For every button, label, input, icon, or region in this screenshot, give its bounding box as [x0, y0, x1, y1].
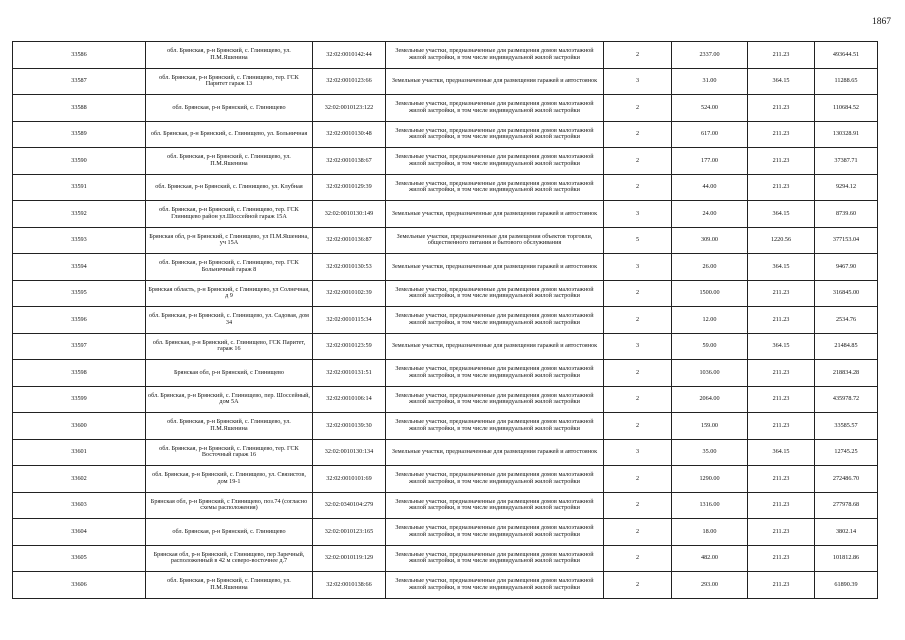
table-row: [13, 174, 878, 201]
cadastral-value-cell: 11288.65: [815, 68, 878, 95]
cadastral-number-cell: 32:02:0010130:149: [313, 201, 386, 228]
group-cell: 2: [604, 572, 672, 599]
cadastral-value-cell: 8739.60: [815, 201, 878, 228]
specific-value-cell: 211.23: [748, 148, 815, 175]
specific-value-cell: 211.23: [748, 519, 815, 546]
cadastral-value-cell: 61890.39: [815, 572, 878, 599]
specific-value-cell: 1220.56: [748, 227, 815, 254]
address-cell: обл. Брянская, р-н Брянский, с. Глинищево, ул. П.М.Яшенина: [146, 42, 313, 69]
cadastral-number-cell: 32:02:0010139:30: [313, 413, 386, 440]
address-cell: обл. Брянская, р-н Брянский, с. Глинищево, ул. Связистов, дом 19-1: [146, 466, 313, 493]
cadastral-number-cell: 32:02:0010123:165: [313, 519, 386, 546]
address-cell: обл. Брянская, р-н Брянский, с. Глинищево, ул. Клубная: [146, 174, 313, 201]
table-row: [13, 121, 878, 148]
record-number-cell: 33595: [13, 280, 146, 307]
specific-value-cell: 211.23: [748, 280, 815, 307]
table-row: [13, 492, 878, 519]
record-number-cell: 33604: [13, 519, 146, 546]
group-cell: 3: [604, 68, 672, 95]
land-use-cell: Земельные участки, предназначенные для размещения гаражей и автостоянок: [386, 439, 604, 466]
cadastral-number-cell: 32:02:0010119:129: [313, 545, 386, 572]
area-cell: 293.00: [672, 572, 748, 599]
specific-value-cell: 211.23: [748, 42, 815, 69]
specific-value-cell: 211.23: [748, 307, 815, 334]
land-use-cell: Земельные участки, предназначенные для размещения домов малоэтажной жилой застройки, в том числе индивидуальной жилой застройки: [386, 492, 604, 519]
address-cell: Брянская область, р-н Брянский, с Глинищево, ул Солнечная, д 9: [146, 280, 313, 307]
cadastral-value-cell: 218834.28: [815, 360, 878, 387]
record-number-cell: 33597: [13, 333, 146, 360]
record-number-cell: 33593: [13, 227, 146, 254]
land-use-cell: Земельные участки, предназначенные для размещения домов малоэтажной жилой застройки, в том числе индивидуальной жилой застройки: [386, 519, 604, 546]
cadastral-number-cell: 32:02:0340104:279: [313, 492, 386, 519]
cadastral-value-cell: 33585.57: [815, 413, 878, 440]
specific-value-cell: 211.23: [748, 121, 815, 148]
land-use-cell: Земельные участки, предназначенные для размещения гаражей и автостоянок: [386, 254, 604, 281]
land-use-cell: Земельные участки, предназначенные для размещения домов малоэтажной жилой застройки, в том числе индивидуальной жилой застройки: [386, 360, 604, 387]
table-row: [13, 466, 878, 493]
area-cell: 617.00: [672, 121, 748, 148]
area-cell: 1290.00: [672, 466, 748, 493]
table-row: [13, 42, 878, 69]
cadastral-value-cell: 272486.70: [815, 466, 878, 493]
group-cell: 2: [604, 307, 672, 334]
group-cell: 5: [604, 227, 672, 254]
cadastral-value-cell: 277978.68: [815, 492, 878, 519]
group-cell: 2: [604, 360, 672, 387]
area-cell: 35.00: [672, 439, 748, 466]
land-use-cell: Земельные участки, предназначенные для размещения объектов торговли, общественного питания и бытового обслуживания: [386, 227, 604, 254]
record-number-cell: 33606: [13, 572, 146, 599]
cadastral-value-cell: 12745.25: [815, 439, 878, 466]
record-number-cell: 33601: [13, 439, 146, 466]
area-cell: 482.00: [672, 545, 748, 572]
cadastral-value-cell: 101812.86: [815, 545, 878, 572]
cadastral-number-cell: 32:02:0010129:39: [313, 174, 386, 201]
record-number-cell: 33598: [13, 360, 146, 387]
cadastral-value-cell: 9467.90: [815, 254, 878, 281]
address-cell: обл. Брянская, р-н Брянский, с. Глинищево, тер. ГСК Восточный гараж 16: [146, 439, 313, 466]
table-row: [13, 227, 878, 254]
land-use-cell: Земельные участки, предназначенные для размещения гаражей и автостоянок: [386, 333, 604, 360]
specific-value-cell: 211.23: [748, 466, 815, 493]
cadastral-number-cell: 32:02:0010130:53: [313, 254, 386, 281]
cadastral-value-cell: 3802.14: [815, 519, 878, 546]
land-use-cell: Земельные участки, предназначенные для размещения домов малоэтажной жилой застройки, в том числе индивидуальной жилой застройки: [386, 413, 604, 440]
group-cell: 2: [604, 95, 672, 122]
table-row: [13, 360, 878, 387]
area-cell: 59.00: [672, 333, 748, 360]
address-cell: обл. Брянская, р-н Брянский, с. Глинищево, тер. ГСК Паритет гараж 13: [146, 68, 313, 95]
area-cell: 18.00: [672, 519, 748, 546]
record-number-cell: 33591: [13, 174, 146, 201]
group-cell: 2: [604, 174, 672, 201]
record-number-cell: 33599: [13, 386, 146, 413]
group-cell: 2: [604, 386, 672, 413]
address-cell: обл. Брянская, р-н Брянский, с. Глинищево, тер. ГСК Глинищево район ул.Шоссейной гараж 15А: [146, 201, 313, 228]
area-cell: 1316.00: [672, 492, 748, 519]
table-row: [13, 413, 878, 440]
cadastral-value-cell: 130328.91: [815, 121, 878, 148]
specific-value-cell: 211.23: [748, 545, 815, 572]
group-cell: 2: [604, 121, 672, 148]
group-cell: 3: [604, 201, 672, 228]
cadastral-number-cell: 32:02:0010123:122: [313, 95, 386, 122]
record-number-cell: 33587: [13, 68, 146, 95]
specific-value-cell: 211.23: [748, 413, 815, 440]
area-cell: 12.00: [672, 307, 748, 334]
specific-value-cell: 364.15: [748, 254, 815, 281]
land-use-cell: Земельные участки, предназначенные для размещения домов малоэтажной жилой застройки, в том числе индивидуальной жилой застройки: [386, 545, 604, 572]
specific-value-cell: 364.15: [748, 201, 815, 228]
area-cell: 44.00: [672, 174, 748, 201]
cadastral-value-cell: 316845.00: [815, 280, 878, 307]
cadastral-value-cell: 9294.12: [815, 174, 878, 201]
area-cell: 1036.00: [672, 360, 748, 387]
record-number-cell: 33603: [13, 492, 146, 519]
cadastral-number-cell: 32:02:0010106:14: [313, 386, 386, 413]
land-use-cell: Земельные участки, предназначенные для размещения домов малоэтажной жилой застройки, в том числе индивидуальной жилой застройки: [386, 307, 604, 334]
group-cell: 2: [604, 280, 672, 307]
table-row: [13, 148, 878, 175]
table-row: [13, 254, 878, 281]
table-row: [13, 333, 878, 360]
specific-value-cell: 211.23: [748, 386, 815, 413]
cadastral-number-cell: 32:02:0010138:67: [313, 148, 386, 175]
group-cell: 3: [604, 254, 672, 281]
address-cell: Брянская обл, р-н Брянский, с Глинищево, ул П.М.Яшенина, уч 15А: [146, 227, 313, 254]
address-cell: Брянская обл, р-н Брянский, с Глинищево, пер Заречный, расположенный в 42 м северо-восточнее д.7: [146, 545, 313, 572]
cadastral-number-cell: 32:02:0010102:39: [313, 280, 386, 307]
land-use-cell: Земельные участки, предназначенные для размещения домов малоэтажной жилой застройки, в том числе индивидуальной жилой застройки: [386, 42, 604, 69]
area-cell: 2337.00: [672, 42, 748, 69]
land-use-cell: Земельные участки, предназначенные для размещения домов малоэтажной жилой застройки, в том числе индивидуальной жилой застройки: [386, 386, 604, 413]
area-cell: 309.00: [672, 227, 748, 254]
table-row: [13, 201, 878, 228]
land-use-cell: Земельные участки, предназначенные для размещения домов малоэтажной жилой застройки, в том числе индивидуальной жилой застройки: [386, 148, 604, 175]
record-number-cell: 33605: [13, 545, 146, 572]
record-number-cell: 33602: [13, 466, 146, 493]
group-cell: 2: [604, 148, 672, 175]
group-cell: 2: [604, 545, 672, 572]
group-cell: 2: [604, 466, 672, 493]
area-cell: 2064.00: [672, 386, 748, 413]
specific-value-cell: 364.15: [748, 68, 815, 95]
group-cell: 2: [604, 519, 672, 546]
area-cell: 524.00: [672, 95, 748, 122]
group-cell: 3: [604, 333, 672, 360]
table-row: [13, 280, 878, 307]
table-row: [13, 545, 878, 572]
table-row: [13, 95, 878, 122]
table-row: [13, 68, 878, 95]
address-cell: обл. Брянская, р-н Брянский, с. Глинищево, ул. П.М.Яшенина: [146, 413, 313, 440]
cadastral-number-cell: 32:02:0010136:87: [313, 227, 386, 254]
address-cell: обл. Брянская, р-н Брянский, с. Глинищево, пер. Шоссейный, дом 5А: [146, 386, 313, 413]
specific-value-cell: 211.23: [748, 572, 815, 599]
area-cell: 1500.00: [672, 280, 748, 307]
cadastral-value-table: [12, 41, 878, 599]
cadastral-value-cell: 2534.76: [815, 307, 878, 334]
record-number-cell: 33589: [13, 121, 146, 148]
address-cell: Брянская обл, р-н Брянский, с Глинищево, поз.74 (согласно схемы расположения): [146, 492, 313, 519]
area-cell: 177.00: [672, 148, 748, 175]
area-cell: 24.00: [672, 201, 748, 228]
record-number-cell: 33600: [13, 413, 146, 440]
address-cell: обл. Брянская, р-н Брянский, с. Глинищево, ул. П.М.Яшенина: [146, 572, 313, 599]
address-cell: обл. Брянская, р-н Брянский, с. Глинищево: [146, 519, 313, 546]
address-cell: обл. Брянская, р-н Брянский, с. Глинищево, ул. П.М.Яшенина: [146, 148, 313, 175]
group-cell: 2: [604, 492, 672, 519]
specific-value-cell: 211.23: [748, 360, 815, 387]
specific-value-cell: 364.15: [748, 439, 815, 466]
table-row: [13, 439, 878, 466]
record-number-cell: 33592: [13, 201, 146, 228]
record-number-cell: 33590: [13, 148, 146, 175]
group-cell: 2: [604, 413, 672, 440]
cadastral-value-cell: 37387.71: [815, 148, 878, 175]
cadastral-number-cell: 32:02:0010123:66: [313, 68, 386, 95]
cadastral-value-cell: 435978.72: [815, 386, 878, 413]
table-row: [13, 572, 878, 599]
land-use-cell: Земельные участки, предназначенные для размещения гаражей и автостоянок: [386, 68, 604, 95]
land-use-cell: Земельные участки, предназначенные для размещения домов малоэтажной жилой застройки, в том числе индивидуальной жилой застройки: [386, 95, 604, 122]
record-number-cell: 33588: [13, 95, 146, 122]
cadastral-value-cell: 493644.51: [815, 42, 878, 69]
record-number-cell: 33586: [13, 42, 146, 69]
specific-value-cell: 211.23: [748, 174, 815, 201]
land-use-cell: Земельные участки, предназначенные для размещения домов малоэтажной жилой застройки, в том числе индивидуальной жилой застройки: [386, 121, 604, 148]
cadastral-number-cell: 32:02:0010131:51: [313, 360, 386, 387]
table-row: [13, 307, 878, 334]
cadastral-number-cell: 32:02:0010123:59: [313, 333, 386, 360]
cadastral-number-cell: 32:02:0010130:48: [313, 121, 386, 148]
group-cell: 2: [604, 42, 672, 69]
table-row: [13, 386, 878, 413]
cadastral-number-cell: 32:02:0010130:134: [313, 439, 386, 466]
group-cell: 3: [604, 439, 672, 466]
table-row: [13, 519, 878, 546]
address-cell: Брянская обл, р-н Брянский, с Глинищево: [146, 360, 313, 387]
table-body: [13, 42, 878, 599]
cadastral-number-cell: 32:02:0010142:44: [313, 42, 386, 69]
address-cell: обл. Брянская, р-н Брянский, с. Глинищево, ул. Больничная: [146, 121, 313, 148]
cadastral-number-cell: 32:02:0010101:69: [313, 466, 386, 493]
land-use-cell: Земельные участки, предназначенные для размещения гаражей и автостоянок: [386, 201, 604, 228]
page-number: 1867: [872, 17, 891, 27]
address-cell: обл. Брянская, р-н Брянский, с. Глинищево, тер. ГСК Больничный гараж 8: [146, 254, 313, 281]
specific-value-cell: 211.23: [748, 492, 815, 519]
address-cell: обл. Брянская, р-н Брянский, с. Глинищево, ул. Садовая, дом 34: [146, 307, 313, 334]
land-use-cell: Земельные участки, предназначенные для размещения домов малоэтажной жилой застройки, в том числе индивидуальной жилой застройки: [386, 572, 604, 599]
cadastral-number-cell: 32:02:0010138:66: [313, 572, 386, 599]
area-cell: 159.00: [672, 413, 748, 440]
cadastral-value-cell: 377153.04: [815, 227, 878, 254]
record-number-cell: 33594: [13, 254, 146, 281]
cadastral-value-cell: 110684.52: [815, 95, 878, 122]
address-cell: обл. Брянская, р-н Брянский, с. Глинищево: [146, 95, 313, 122]
area-cell: 26.00: [672, 254, 748, 281]
address-cell: обл. Брянская, р-н Брянский, с. Глинищево, ГСК Паритет, гараж 16: [146, 333, 313, 360]
cadastral-value-cell: 21484.85: [815, 333, 878, 360]
area-cell: 31.00: [672, 68, 748, 95]
land-use-cell: Земельные участки, предназначенные для размещения домов малоэтажной жилой застройки, в том числе индивидуальной жилой застройки: [386, 280, 604, 307]
cadastral-number-cell: 32:02:0010115:34: [313, 307, 386, 334]
specific-value-cell: 211.23: [748, 95, 815, 122]
land-use-cell: Земельные участки, предназначенные для размещения домов малоэтажной жилой застройки, в том числе индивидуальной жилой застройки: [386, 174, 604, 201]
record-number-cell: 33596: [13, 307, 146, 334]
land-use-cell: Земельные участки, предназначенные для размещения домов малоэтажной жилой застройки, в том числе индивидуальной жилой застройки: [386, 466, 604, 493]
specific-value-cell: 364.15: [748, 333, 815, 360]
